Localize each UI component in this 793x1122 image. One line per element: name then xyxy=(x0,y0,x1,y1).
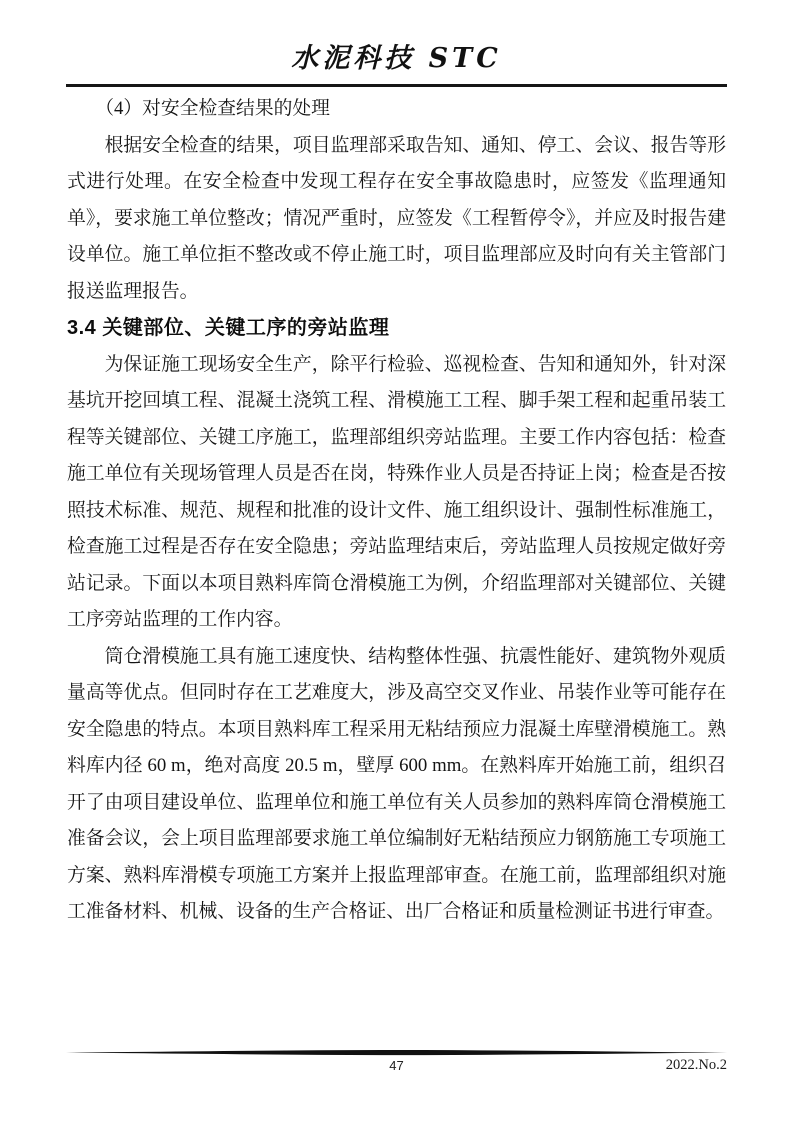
article-body xyxy=(67,91,726,931)
paragraph-silo-slipform: 筒仓滑模施工具有施工速度快、结构整体性强、抗震性能好、建筑物外观质量高等优点。但同时存在工艺难度大，涉及高空交叉作业、吊装作业等可能存在安全隐患的特点。本项目熟料库工程采用无粘结预应力混凝土库壁滑模施工。熟料库内径 60 m，绝对高度 20.5 m，壁厚 600 mm。在熟料库开始施工前，组织召开了由项目建设单位、监理单位和施工单位有关人员参加的熟料库筒仓滑模施工准备会议，会上项目监理部要求施工单位编制好无粘结预应力钢筋施工专项施工方案、熟料库滑模专项施工方案并上报监理部审查。在施工前，监理部组织对施工准备材料、机械、设备的生产合格证、出厂合格证和质量检测证书进行审查。 xyxy=(67,645,726,922)
item-heading: （4）对安全检查结果的处理 xyxy=(95,98,330,119)
page-number: 47 xyxy=(389,1058,404,1073)
journal-title: 水泥科技 STC xyxy=(291,43,502,74)
section-heading-3-4: 3.4 关键部位、关键工序的旁站监理 xyxy=(67,317,390,339)
header-rule xyxy=(66,84,727,87)
footer-rule xyxy=(66,1049,727,1056)
paragraph-safety-check-handling: 根据安全检查的结果，项目监理部采取告知、通知、停工、会议、报告等形式进行处理。在安全检查中发现工程存在安全事故隐患时，应签发《监理通知单》，要求施工单位整改；情况严重时，应签发《工程暂停令》，并应及时报告建设单位。施工单位拒不整改或不停止施工时，项目监理部应及时向有关主管部门报送监理报告。 xyxy=(67,134,726,302)
issue-number: 2022.No.2 xyxy=(665,1057,727,1073)
paragraph-side-station-supervision: 为保证施工现场安全生产，除平行检验、巡视检查、告知和通知外，针对深基坑开挖回填工程、混凝土浇筑工程、滑模施工工程、脚手架工程和起重吊装工程等关键部位、关键工序施工，监理部组织旁站监理。主要工作内容包括：检查施工单位有关现场管理人员是否在岗，特殊作业人员是否持证上岗；检查是否按照技术标准、规范、规程和批准的设计文件、施工组织设计、强制性标准施工，检查施工过程是否存在安全隐患；旁站监理结束后，旁站监理人员按规定做好旁站记录。下面以本项目熟料库筒仓滑模施工为例，介绍监理部对关键部位、关键工序旁站监理的工作内容。 xyxy=(67,353,726,630)
